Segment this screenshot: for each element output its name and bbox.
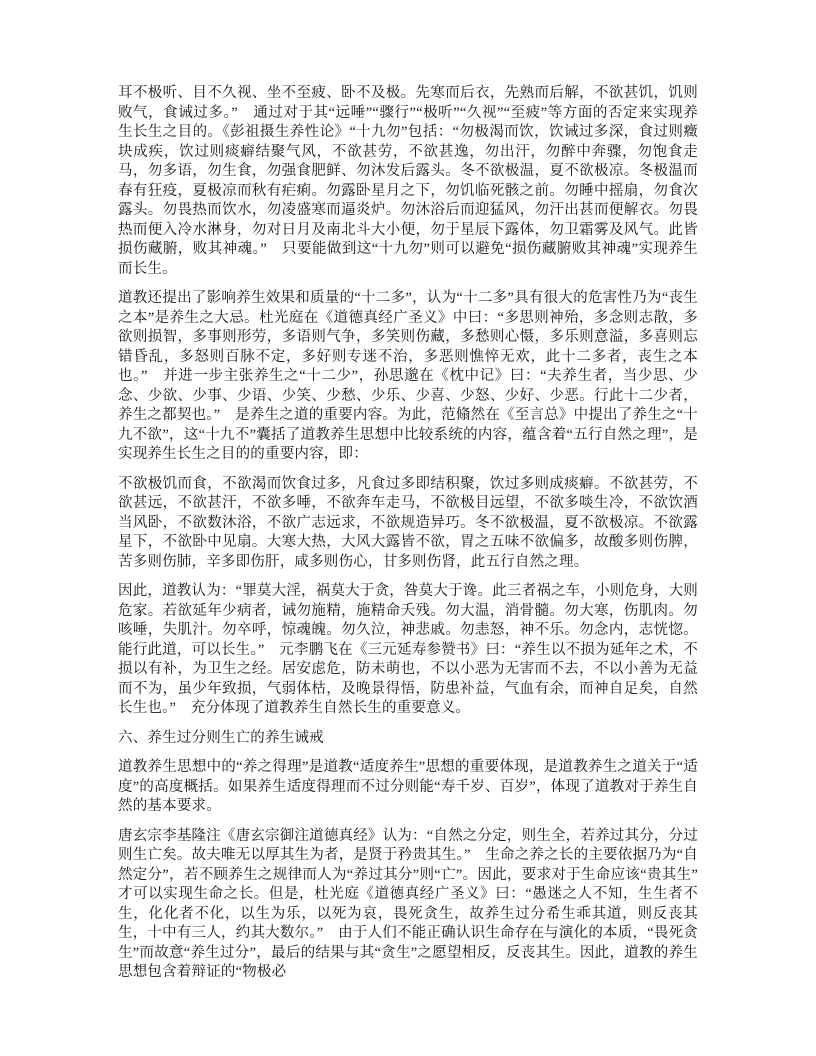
body-paragraph-5: 道教养生思想中的“养之得理”是道教“适度养生”思想的重要体现，是道教养生之道关于“适度”的高度概括。如果养生适度得理而不过分则能“寿千岁、百岁”，体现了道教对于养生自然的基本要求。	[118, 759, 698, 814]
body-paragraph-3: 不欲极饥而食，不欲渴而饮食过多，凡食过多即结积聚，饮过多则成痰癖。不欲甚劳，不欲甚远，不欲甚汗，不欲多唾，不欲奔车走马，不欲极目远望，不欲多啖生冷，不欲饮酒当风卧，不欲数沐浴，不欲广志远求，不欲规造异巧。冬不欲极温，夏不欲极凉。不欲露星下，不欲卧中见扇。大寒大热，大风大露皆不欲，胃之五味不欲偏多，故酸多则伤脾，苦多则伤肺，辛多即伤肝，咸多则伤心，甘多则伤肾，此五行自然之理。	[118, 475, 698, 570]
body-paragraph-4: 因此，道教认为：“罪莫大淫，祸莫大于贪，咎莫大于谗。此三者祸之车，小则危身，大则危家。若欲延年少病者，诫勿施精，施精命夭残。勿大温，消骨髓。勿大寒，伤肌肉。勿咳唾，失肌汁。勿卒呼，惊魂魄。勿久泣，神悲戚。勿恚怒，神不乐。勿念内，志恍惚。能行此道，可以长生。” 元李鹏飞在《三元延寿参赞书》曰：“养生以不损为延年之术，不损以有补，为卫生之经。居安虑危，防未萌也，不以小恶为无害而不去，不以小善为无益而不为，虽少年致损，气弱体枯，及晚景得悟，防患补益，气血有余，而神自足矣，自然长生也。” 充分体现了道教养生自然长生的重要意义。	[118, 583, 698, 716]
section-heading: 六、养生过分则生亡的养生诫戒	[118, 729, 324, 746]
body-paragraph-2: 道教还提出了影响养生效果和质量的“十二多”，认为“十二多”具有很大的危害性乃为“丧生之本”是养生之大忌。杜光庭在《道德真经广圣义》中曰：“多思则神殆，多念则志散，多欲则损智，多事则形劳，多语则气争，多笑则伤藏，多愁则心慑，多乐则意溢，多喜则忘错昏乱，多怒则百脉不定，多好则专迷不治，多恶则憔悴无欢，此十二多者，丧生之本也。” 并进一步主张养生之“十二少”，孙思邈在《枕中记》曰：“夫养生者，当少思、少念、少欲、少事、少语、少笑、少愁、少乐、少喜、少怒、少好、少恶。行此十二少者，养生之都契也。” 是养生之道的重要内容。为此，范翛然在《至言总》中提出了养生之“十九不欲”，这“十九不”囊括了道教养生思想中比较系统的内容，蕴含着“五行自然之理”，是实现养生长生之目的的重要内容，即：	[118, 290, 698, 462]
body-paragraph-1: 耳不极听、目不久视、坐不至疲、卧不及极。先寒而后衣，先熟而后解，不欲甚饥，饥则败气，食诫过多。” 通过对于其“远唾”“骤行”“极听”“久视”“至疲”等方面的否定来实现养生长生之目的。《彭祖摄生养性论》“十九勿”包括：“勿极渴而饮，饮诫过多深，食过则癥块成疾，饮过则痰癖结聚气风，不欲甚劳，不欲甚逸，勿出汗，勿醉中奔骤，勿饱食走马，勿多语，勿生食，勿强食肥鲜、勿沐发后露头。冬不欲极温，夏不欲极凉。冬极温而春有狂疫，夏极凉而秋有疟痢。勿露卧星月之下，勿饥临死骸之前。勿睡中摇扇，勿食次露头。勿畏热而饮水，勿凌盛寒而逼炎炉。勿沐浴后而迎猛风，勿汗出甚而便解衣。勿畏热而便入冷水淋身，勿对日月及南北斗大小便，勿于星辰下露体，勿卫霜雾及风气。此皆损伤藏腑，败其神魂。” 只要能做到这“十九勿”则可以避免“损伤藏腑败其神魂”实现养生而长生。	[118, 85, 698, 277]
body-paragraph-6: 唐玄宗李基隆注《唐玄宗御注道德真经》认为：“自然之分定，则生全，若养过其分，分过则生亡矣。故夫唯无以厚其生为者，是贤于矜贵其生。” 生命之养之长的主要依据乃为“自然定分”，若不顾养生之规律而人为“养过其分”则“亡”。因此，要求对于生命应该“贵其生”才可以实现生命之长。但是，杜光庭《道德真经广圣义》曰：“愚迷之人不知，生生者不生，化化者不化，以生为乐，以死为哀，畏死贪生，故养生过分希生乖其道，则反丧其生，十中有三人，约其大数尔。” 由于人们不能正确认识生命存在与演化的本质，“畏死贪生”而故意“养生过分”，最后的结果与其“贪生”之愿望相反，反丧其生。因此，道教的养生思想包含着辩证的“物极必	[118, 827, 698, 980]
